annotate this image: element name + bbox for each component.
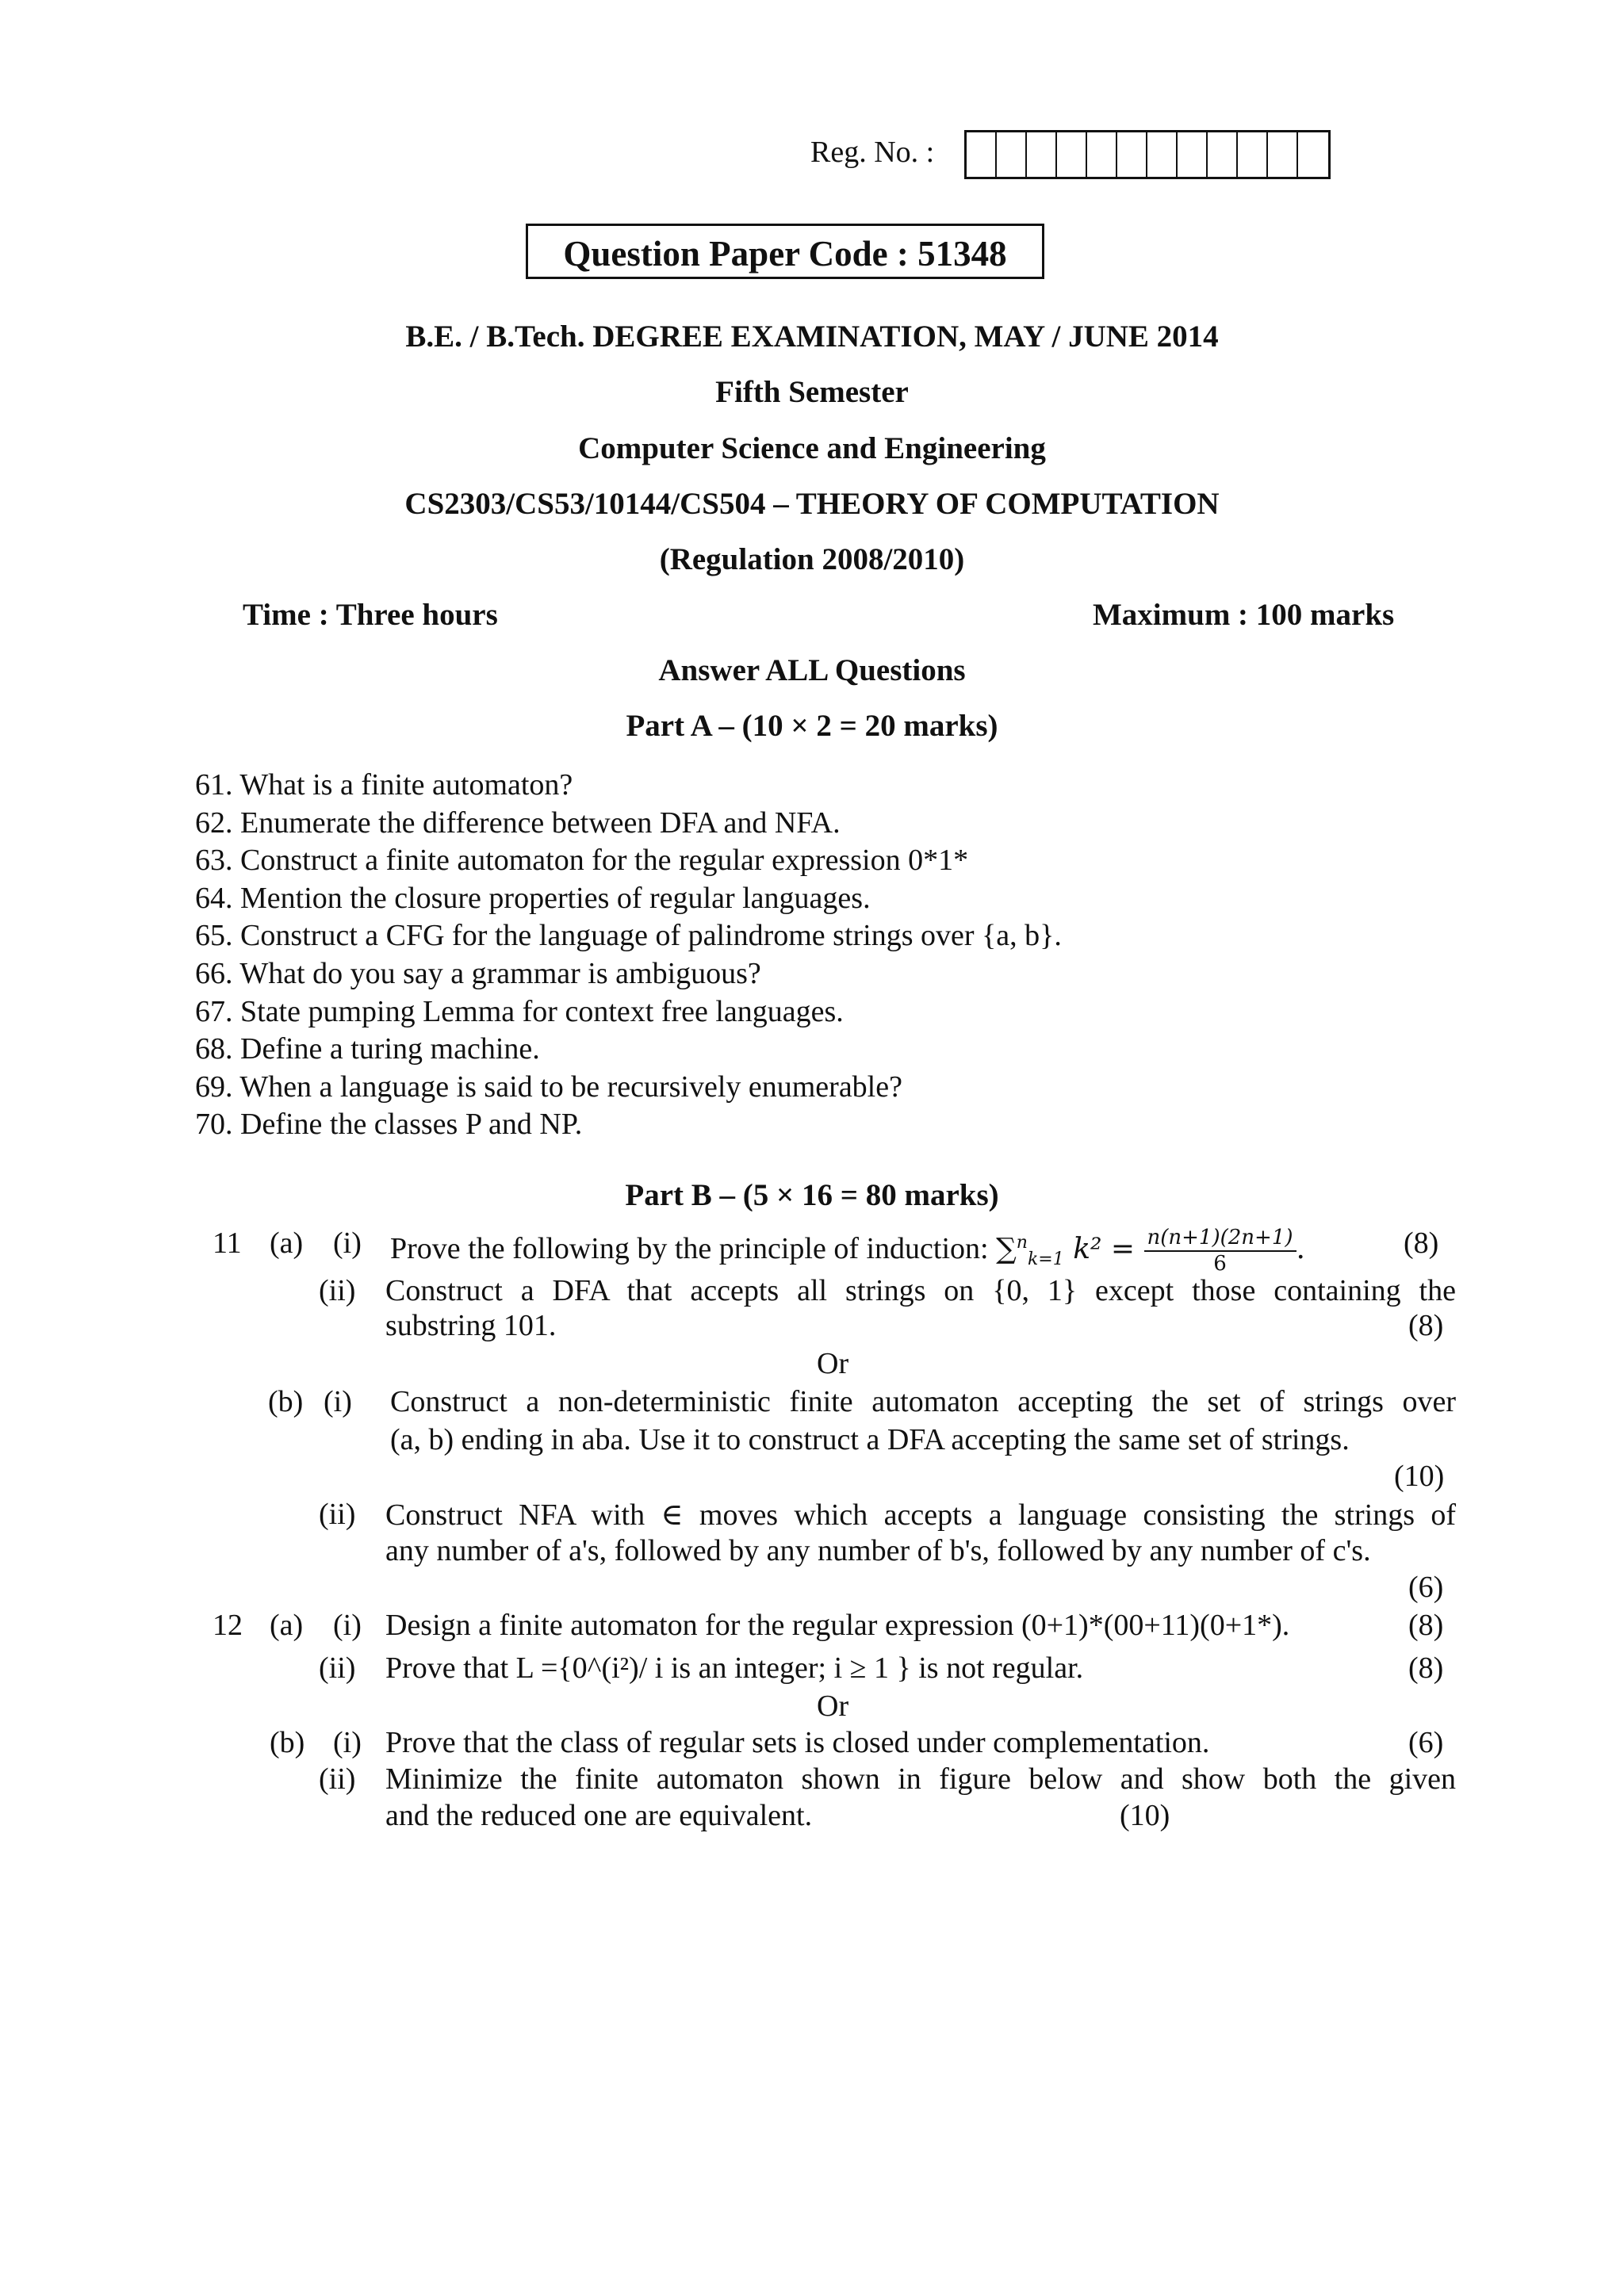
reg-no-box xyxy=(1178,132,1208,177)
question-text: What is a finite automaton? xyxy=(239,768,573,802)
question-text: Enumerate the difference between DFA and NFA. xyxy=(240,806,841,840)
q12-b-i-label: (i) xyxy=(333,1726,362,1759)
q12-number: 12 xyxy=(213,1609,243,1642)
q12-a-ii-text: Prove that L ={0^(i²)/ i is an integer; i ≥ 1 } is not regular. xyxy=(385,1651,1084,1685)
question-number: 67. xyxy=(195,994,240,1028)
subject-title: CS2303/CS53/10144/CS504 – THEORY OF COMPUTATION xyxy=(404,487,1220,521)
part-a-question xyxy=(195,881,871,916)
q11-b-i-line2: (a, b) ending in aba. Use it to construct a DFA accepting the same set of strings. xyxy=(390,1423,1350,1456)
reg-no-box xyxy=(967,132,997,177)
paper-code: Question Paper Code : 51348 xyxy=(563,234,1007,274)
max-marks-label: Maximum : 100 marks xyxy=(1093,598,1395,632)
q11-b-i-label: (i) xyxy=(324,1385,352,1418)
question-number: 70. xyxy=(195,1108,240,1142)
question-number: 63. xyxy=(195,844,240,878)
reg-no-box xyxy=(1087,132,1117,177)
question-number: 61. xyxy=(195,768,240,802)
question-number: 68. xyxy=(195,1032,240,1066)
q11-b-label: (b) xyxy=(268,1385,304,1418)
q12-b-label: (b) xyxy=(270,1726,305,1759)
branch: Computer Science and Engineering xyxy=(578,431,1046,465)
question-text: State pumping Lemma for context free languages. xyxy=(240,994,844,1028)
paper-code-box xyxy=(526,224,1044,279)
reg-no-box xyxy=(1057,132,1087,177)
part-a-title: Part A – (10 × 2 = 20 marks) xyxy=(626,709,998,743)
q11-b-ii-line2: any number of a's, followed by any number of b's, followed by any number of c's. xyxy=(385,1534,1371,1567)
question-text: Define the classes P and NP. xyxy=(240,1108,583,1142)
question-text: Construct a finite automaton for the regular expression 0*1* xyxy=(240,844,969,878)
part-a-question xyxy=(195,1107,582,1142)
q12-a-i-marks: (8) xyxy=(1408,1609,1444,1642)
q11-a-ii-label: (ii) xyxy=(319,1274,356,1307)
q11-a-i-marks: (8) xyxy=(1404,1226,1439,1260)
q11-a-ii-line1: Construct a DFA that accepts all strings on {0, 1} except those containing the xyxy=(385,1274,1456,1307)
q11-a-i-label: (i) xyxy=(333,1226,362,1260)
part-a-question xyxy=(195,843,968,878)
q11-a-ii-line2: substring 101. xyxy=(385,1309,557,1342)
q12-a-ii-marks: (8) xyxy=(1408,1651,1444,1685)
reg-no-box xyxy=(1147,132,1178,177)
q11-b-ii-marks: (6) xyxy=(1408,1571,1444,1604)
part-a-question xyxy=(195,994,844,1029)
part-a-question xyxy=(195,806,841,840)
reg-no-box xyxy=(1298,132,1328,177)
semester: Fifth Semester xyxy=(715,375,909,409)
part-b-title: Part B – (5 × 16 = 80 marks) xyxy=(625,1178,999,1212)
q11-b-ii-line1: Construct NFA with ∈ moves which accepts a language consisting the strings of xyxy=(385,1498,1456,1532)
q11-number: 11 xyxy=(213,1226,242,1260)
reg-no-boxes xyxy=(964,130,1331,179)
reg-no-label: Reg. No. : xyxy=(810,136,935,169)
question-number: 66. xyxy=(195,957,240,990)
q12-b-ii-marks: (10) xyxy=(1120,1799,1170,1832)
q12-b-i-text: Prove that the class of regular sets is closed under complementation. xyxy=(385,1726,1210,1759)
q11-a-i-formula: ∑$^n_{k=1}$ k² = $\frac{n(n+1)(2n+1)}{6}$ . xyxy=(996,1226,1305,1276)
q12-a-label: (a) xyxy=(270,1609,304,1642)
instruction: Answer ALL Questions xyxy=(658,653,966,687)
question-text: Mention the closure properties of regular languages. xyxy=(240,881,871,915)
reg-no-box xyxy=(1238,132,1268,177)
q11-b-i-line1: Construct a non-deterministic finite automaton accepting the set of strings over xyxy=(390,1385,1456,1418)
question-text: Define a turing machine. xyxy=(240,1032,540,1066)
q11-or: Or xyxy=(817,1347,849,1380)
reg-no-box xyxy=(997,132,1027,177)
question-number: 62. xyxy=(195,806,240,840)
part-a-question xyxy=(195,956,761,991)
q12-a-i-label: (i) xyxy=(333,1609,362,1642)
q11-b-i-marks: (10) xyxy=(1394,1460,1445,1493)
q11-b-ii-label: (ii) xyxy=(319,1498,356,1531)
reg-no-box xyxy=(1208,132,1238,177)
part-a-question xyxy=(195,767,573,802)
q11-a-label: (a) xyxy=(270,1226,304,1260)
exam-title: B.E. / B.Tech. DEGREE EXAMINATION, MAY / JUNE 2014 xyxy=(405,320,1219,354)
regulation: (Regulation 2008/2010) xyxy=(659,542,965,576)
q12-a-ii-label: (ii) xyxy=(319,1651,356,1685)
reg-no-box xyxy=(1117,132,1147,177)
part-a-question xyxy=(195,1031,540,1066)
part-a-question xyxy=(195,1070,902,1104)
question-text: What do you say a grammar is ambiguous? xyxy=(239,957,761,990)
q11-a-i-text: Prove the following by the principle of induction: ∑$^n_{k=1}$ k² = $\frac{n(n+1)(2n+1)}{6}$ . xyxy=(390,1226,1305,1276)
reg-no-box xyxy=(1268,132,1298,177)
q12-b-ii-line2: and the reduced one are equivalent. xyxy=(385,1799,813,1832)
question-number: 69. xyxy=(195,1070,240,1104)
question-number: 64. xyxy=(195,881,240,915)
question-text: When a language is said to be recursively enumerable? xyxy=(239,1070,902,1104)
question-text: Construct a CFG for the language of palindrome strings over {a, b}. xyxy=(240,919,1062,953)
part-a-question xyxy=(195,918,1062,953)
q12-b-ii-label: (ii) xyxy=(319,1762,356,1796)
question-number: 65. xyxy=(195,919,240,953)
time-label: Time : Three hours xyxy=(243,598,498,632)
q12-b-ii-line1: Minimize the finite automaton shown in figure below and show both the given xyxy=(385,1762,1456,1796)
q12-or: Or xyxy=(817,1689,849,1723)
q12-b-i-marks: (6) xyxy=(1408,1726,1444,1759)
reg-no-box xyxy=(1027,132,1057,177)
q11-a-ii-marks: (8) xyxy=(1408,1309,1444,1342)
q12-a-i-text: Design a finite automaton for the regular expression (0+1)*(00+11)(0+1*). xyxy=(385,1609,1290,1642)
